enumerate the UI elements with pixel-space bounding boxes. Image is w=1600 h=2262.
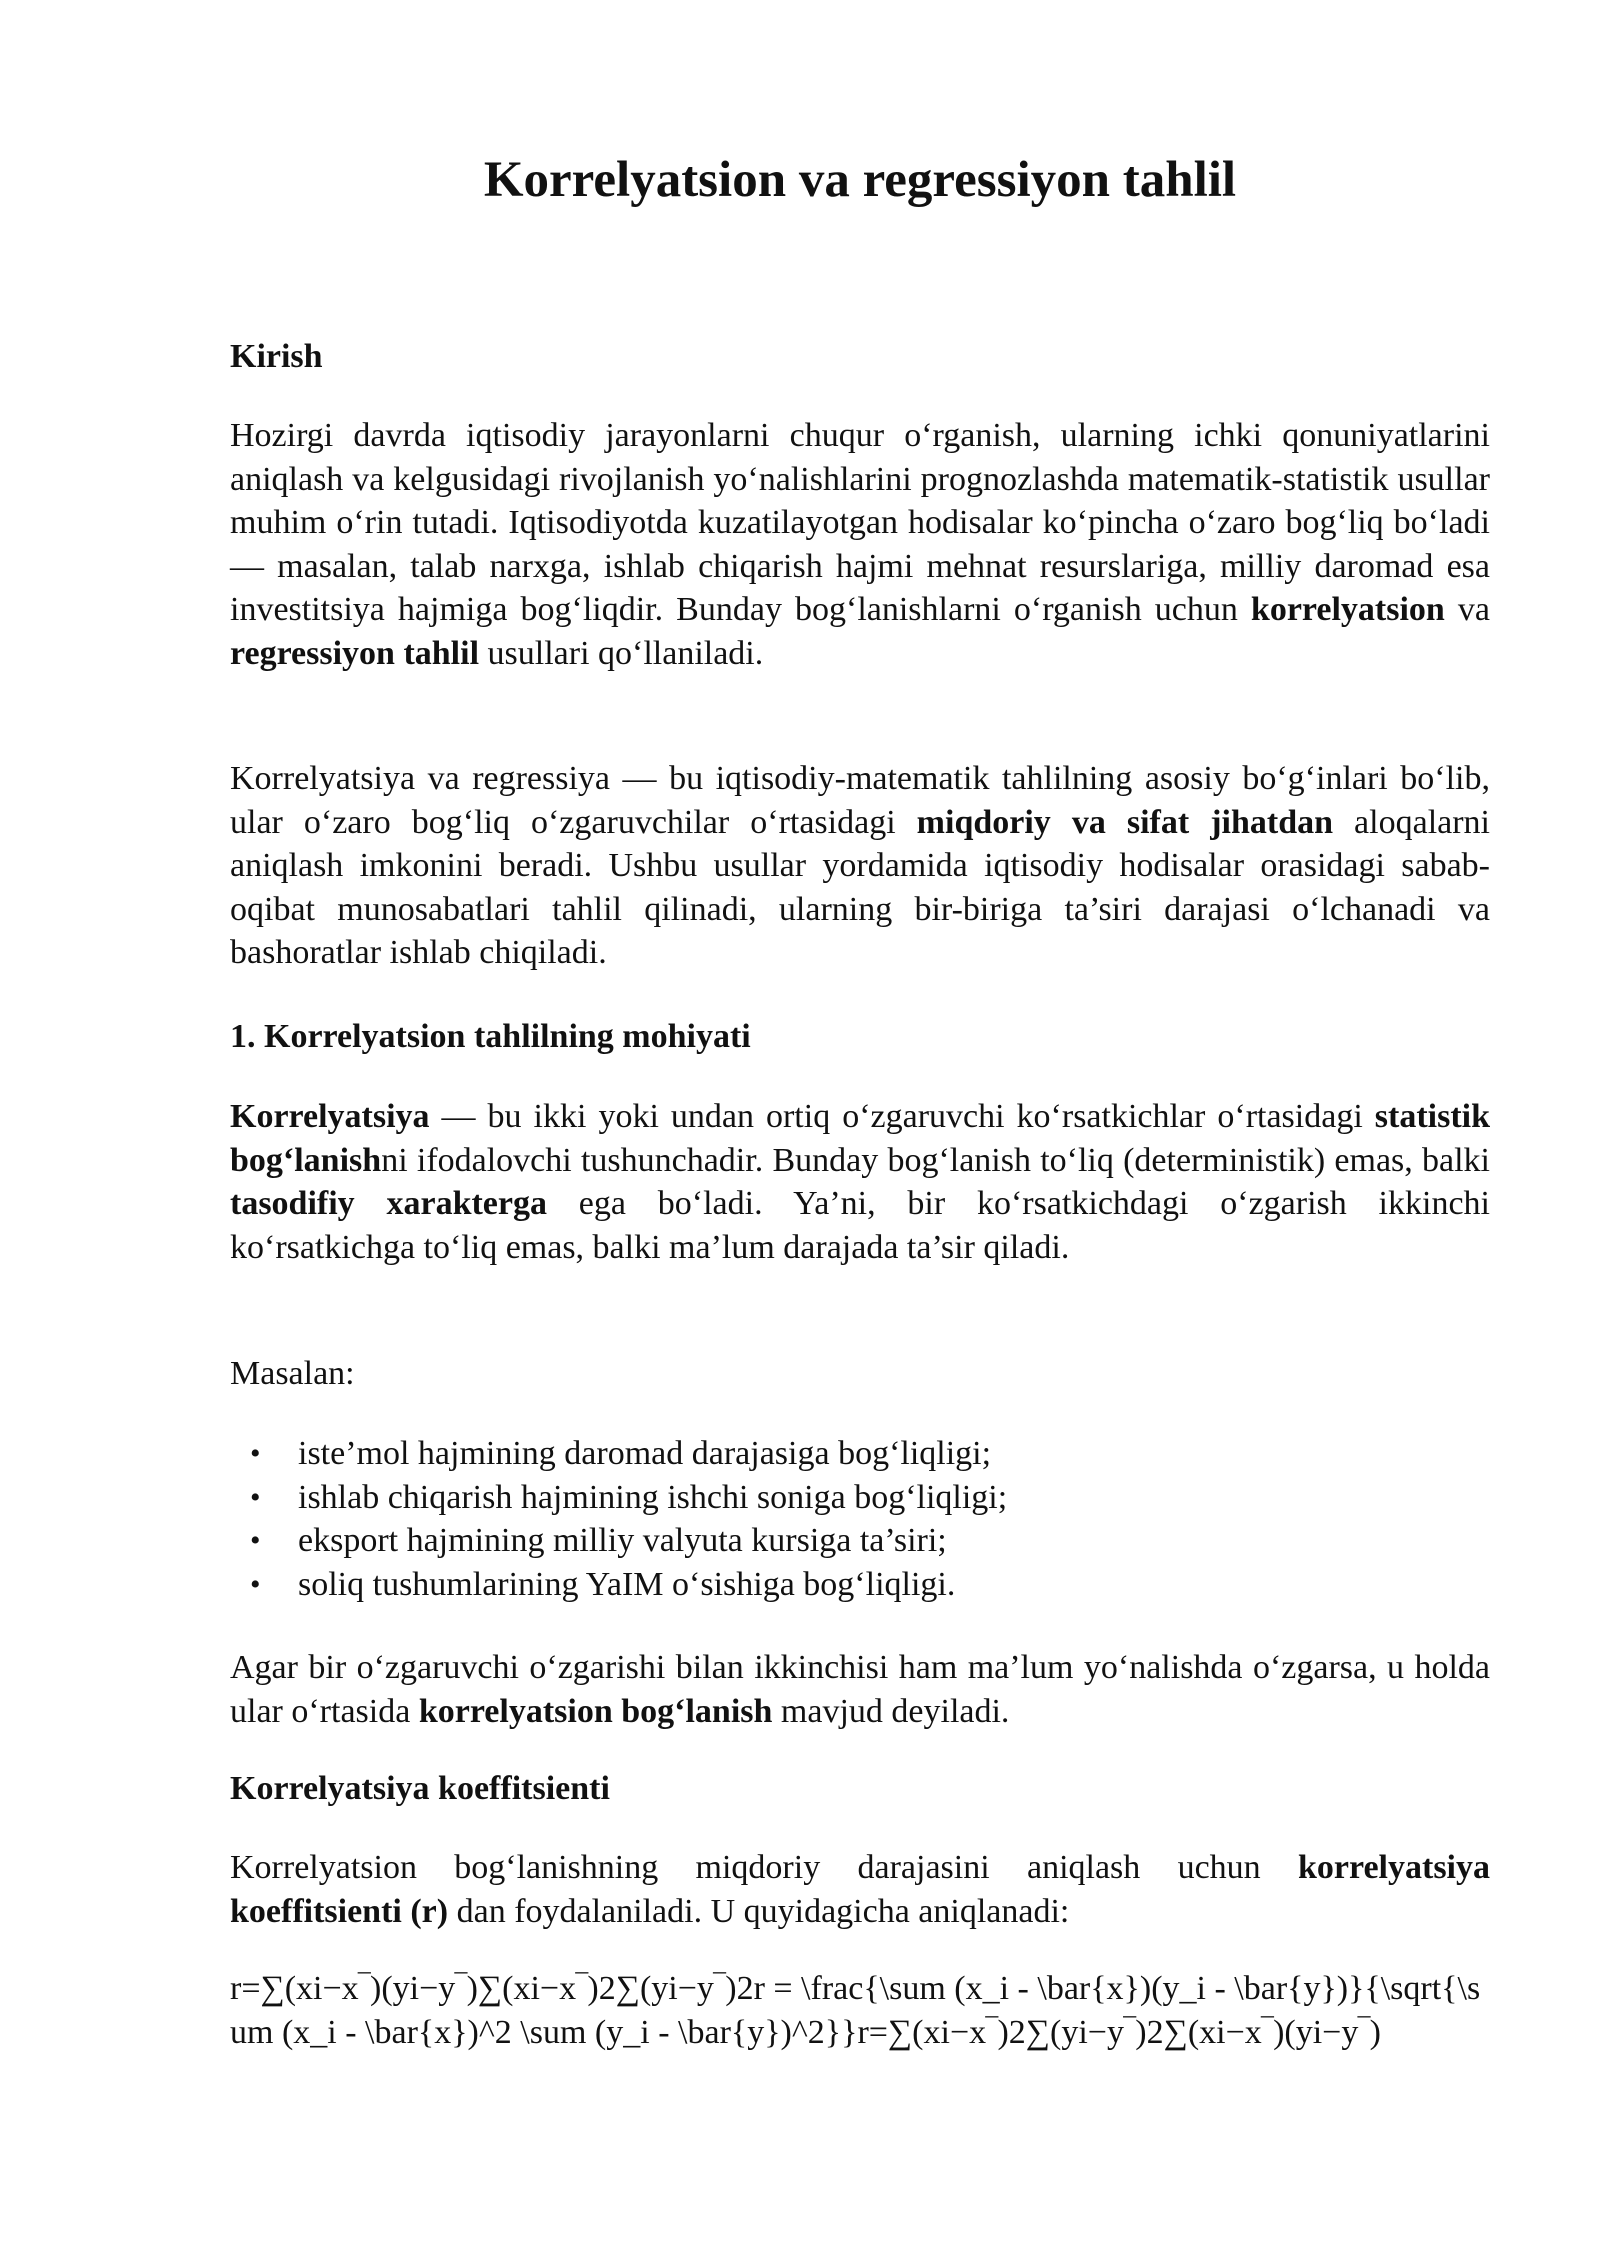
- intro-heading: Kirish: [230, 338, 323, 375]
- intro-p1-bold-2: regressiyon tahlil: [230, 634, 480, 672]
- intro-p1-bold-1: korrelyatsion: [1250, 591, 1445, 628]
- coef-p1-text: Korrelyatsion bog‘lanishning miqdoriy darajasini aniqlash uchun: [230, 1849, 1298, 1886]
- intro-p1-text: Hozirgi davrda iqtisodiy jarayonlarni chuqur o‘rganish, ularning ichki qonuniyatlarini aniqlash va kelgusidagi rivojlanish yo‘nalishlarini prognozlashda matematik-statistik usullar muhim o‘rin tutadi. Iqtisodiyotda kuzatilayotgan hodisalar ko‘pincha o‘zaro bog‘liq bo‘ladi — masalan, talab narxga, ishlab chiqarish hajmi mehnat resurslariga, milliy daromad esa investitsiya hajmiga bog‘liqdir. Bunday bog‘lanishlarni o‘rganish uchun: [230, 417, 1490, 628]
- section1-p1-text-2: ni ifodalovchi tushunchadir. Bunday bog‘lanish to‘liq (deterministik) emas, balki: [381, 1141, 1490, 1179]
- coef-heading: Korrelyatsiya koeffitsienti: [230, 1770, 610, 1807]
- example-label: Masalan:: [230, 1355, 355, 1392]
- section1-heading-block: [230, 1015, 1490, 1059]
- intro-p2-bold: miqdoriy va sifat jihatdan: [916, 803, 1334, 841]
- intro-paragraph-1: [230, 414, 1490, 675]
- section1-p1-text: — bu ikki yoki undan ortiq o‘zgaruvchi ko‘rsatkichlar o‘rtasidagi: [429, 1098, 1375, 1135]
- example-list: [230, 1432, 1490, 1606]
- intro-p1-text-3: usullari qo‘llaniladi.: [479, 634, 764, 672]
- list-item: • eksport hajmining milliy valyuta kursiga ta’siri;: [298, 1519, 1490, 1563]
- coef-heading-block: [230, 1767, 1490, 1811]
- example-list-block: [230, 1432, 1490, 1606]
- formula-block: [230, 1967, 1490, 2054]
- coef-p1-bold: korrelyatsiya koeffitsienti (r): [230, 1849, 1490, 1930]
- intro-paragraph-2: [230, 757, 1490, 975]
- section1-p1-bold-2: statistik bog‘lanish: [230, 1098, 1490, 1179]
- coef-p1-text-2: dan foydalaniladi. U quyidagicha aniqlanadi:: [448, 1892, 1070, 1930]
- section1-p1-bold-1: Korrelyatsiya: [230, 1098, 430, 1135]
- intro-p2-text-2: aloqalarni aniqlash imkonini beradi. Ushbu usullar yordamida iqtisodiy hodisalar orasidagi sabab-oqibat munosabatlari tahlil qilinadi, ularning bir-biriga ta’siri darajasi o‘lchanadi va bashoratlar ishlab chiqiladi.: [230, 803, 1490, 971]
- intro-heading-block: [230, 335, 1490, 379]
- section1-heading: 1. Korrelyatsion tahlilning mohiyati: [230, 1018, 751, 1055]
- section1-paragraph-2: [230, 1646, 1490, 1733]
- intro-p2-text: Korrelyatsiya va regressiya — bu iqtisodiy-matematik tahlilning asosiy bo‘g‘inlari bo‘lib, ular o‘zaro bog‘liq o‘zgaruvchilar o‘rtasidagi: [230, 760, 1490, 841]
- section1-p2-bold: korrelyatsion bog‘lanish: [418, 1692, 773, 1730]
- section1-p1-text-3: ega bo‘ladi. Ya’ni, bir ko‘rsatkichdagi o‘zgarish ikkinchi ko‘rsatkichga to‘liq emas, balki ma’lum darajada ta’sir qiladi.: [230, 1185, 1490, 1266]
- list-item: • iste’mol hajmining daromad darajasiga bog‘liqligi;: [298, 1432, 1490, 1476]
- document-title: Korrelyatsion va regressiyon tahlil: [483, 152, 1237, 208]
- list-item: • ishlab chiqarish hajmining ishchi soniga bog‘liqligi;: [298, 1476, 1490, 1520]
- section1-p2-text: Agar bir o‘zgaruvchi o‘zgarishi bilan ikkinchisi ham ma’lum yo‘nalishda o‘zgarsa, u holda ular o‘rtasida: [230, 1649, 1490, 1730]
- intro-p1-text-2: va: [1444, 591, 1490, 628]
- correlation-formula: r=∑(xi−x‾)(yi−y‾)∑(xi−x‾)2∑(yi−y‾)2r = \frac{\sum (x_i - \bar{x})(y_i - \bar{y})}{\sqrt{\sum (x_i - \bar{x})^2 \sum (y_i - \bar{y})^2}}r=∑(xi−x‾)2∑(yi−y‾)2∑(xi−x‾)(yi−y‾): [230, 1970, 1481, 2051]
- section1-p2-text-2: mavjud deyiladi.: [772, 1692, 1010, 1730]
- coef-paragraph-1: [230, 1846, 1490, 1933]
- section1-paragraph-1: [230, 1095, 1490, 1269]
- list-item: • soliq tushumlarining YaIM o‘sishiga bog‘liqligi.: [298, 1563, 1490, 1607]
- section1-p1-bold-3: tasodifiy xarakterga: [230, 1185, 547, 1222]
- example-label-block: [230, 1352, 1490, 1396]
